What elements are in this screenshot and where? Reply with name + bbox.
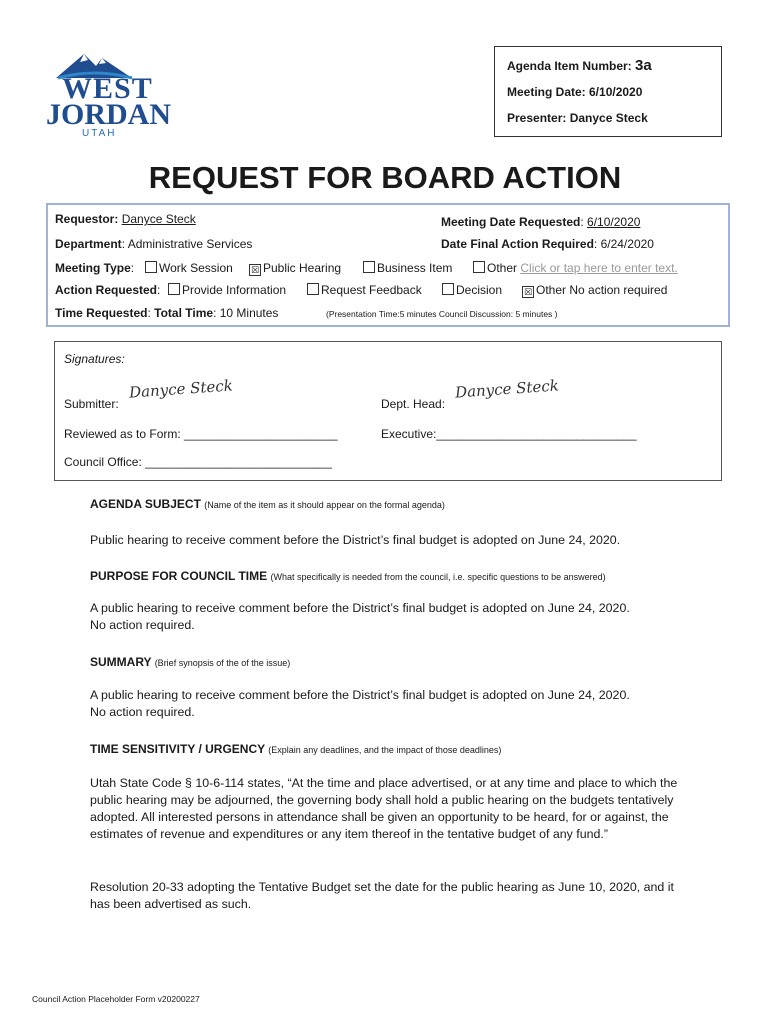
checkbox-decision[interactable]: Decision [442,283,502,297]
checkbox-icon[interactable]: ☒ [250,265,260,275]
agenda-subject-heading: AGENDA SUBJECT (Name of the item as it should appear on the formal agenda) [90,497,445,511]
logo-text-utah: UTAH [82,128,117,139]
time-detail: (Presentation Time:5 minutes Council Discussion: 5 minutes ) [326,309,558,319]
purpose-heading: PURPOSE FOR COUNCIL TIME (What specifically is needed from the council, i.e. specific questions to be answered) [90,569,606,583]
checkbox-icon[interactable]: ☒ [523,287,533,297]
checkbox-icon[interactable] [473,261,485,273]
executive-line[interactable]: Executive:______________________________ [381,427,637,441]
checkbox-work-session[interactable]: Work Session [145,261,233,275]
requestor-field: Requestor: Danyce Steck [55,212,196,226]
request-form-box [46,203,730,327]
checkbox-public-hearing[interactable]: ☒ Public Hearing [250,261,342,275]
requestor-value[interactable]: Danyce Steck [121,212,196,226]
checkbox-icon[interactable] [307,283,319,295]
dept-head-signature: Danyce Steck [454,376,560,402]
checkbox-icon[interactable] [442,283,454,295]
agenda-item-number: Agenda Item Number: 3a [507,57,652,74]
meeting-date: Meeting Date: 6/10/2020 [507,85,643,99]
time-requested: Time Requested: Total Time: 10 Minutes [55,306,279,320]
page-title: REQUEST FOR BOARD ACTION [148,160,622,195]
checkbox-icon[interactable] [168,283,180,295]
checkbox-business-item[interactable]: Business Item [363,261,452,275]
footer-form-version: Council Action Placeholder Form v20200227 [32,994,200,1004]
logo-text-west: WEST [62,72,153,105]
logo-text-jordan: JORDAN [46,98,171,131]
meeting-type-label: Meeting Type: [55,261,135,275]
checkbox-icon[interactable] [145,261,157,273]
presenter: Presenter: Danyce Steck [507,111,648,125]
date-final-action: Date Final Action Required: 6/24/2020 [441,237,654,251]
submitter-signature: Danyce Steck [128,376,234,402]
signatures-box [54,341,722,481]
time-sensitivity-body: Utah State Code § 10-6-114 states, “At the time and place advertised, or at any time and place to which the public hearing may be adjourned, the governing body shall hold a public hearing on the budgets tentatively adopted. All interested persons in attendance shall be given an opportunity to be heard, for or against, the estimates of revenue and expenditures or any item thereof in the tentative budget of any fund.” [90,776,678,841]
meeting-date-requested: Meeting Date Requested: 6/10/2020 [441,215,641,229]
council-office-line[interactable]: Council Office: ____________________________ [64,455,333,469]
summary-body: A public hearing to receive comment before the District’s final budget is adopted on June 24, 2020. No action required. [90,688,630,719]
submitter-label: Submitter: [64,397,119,411]
other-text-input[interactable]: Click or tap here to enter text. [520,261,678,275]
action-requested-label: Action Requested: [55,283,161,297]
checkbox-request-feedback[interactable]: Request Feedback [307,283,422,297]
checkbox-icon[interactable] [363,261,375,273]
dept-head-label: Dept. Head: [381,397,446,411]
reviewed-as-to-form[interactable]: Reviewed as to Form: _______________________ [64,427,338,441]
checkbox-other-action[interactable]: ☒ Other No action required [523,283,668,297]
checkbox-provide-information[interactable]: Provide Information [168,283,286,297]
signatures-heading: Signatures: [64,352,125,366]
agenda-subject-body: Public hearing to receive comment before the District’s final budget is adopted on June 24, 2020. [90,533,621,547]
checkbox-other[interactable]: Other Click or tap here to enter text. [473,261,678,275]
purpose-body: A public hearing to receive comment before the District’s final budget is adopted on June 24, 2020. No action required. [90,601,630,632]
summary-heading: SUMMARY (Brief synopsis of the of the issue) [90,655,291,669]
department-field: Department: Administrative Services [55,237,253,251]
resolution-body: Resolution 20-33 adopting the Tentative Budget set the date for the public hearing as June 10, 2020, and it has been advertised as such. [90,880,674,911]
time-sensitivity-heading: TIME SENSITIVITY / URGENCY (Explain any deadlines, and the impact of those deadlines) [90,742,502,756]
agenda-info-box [494,46,722,137]
